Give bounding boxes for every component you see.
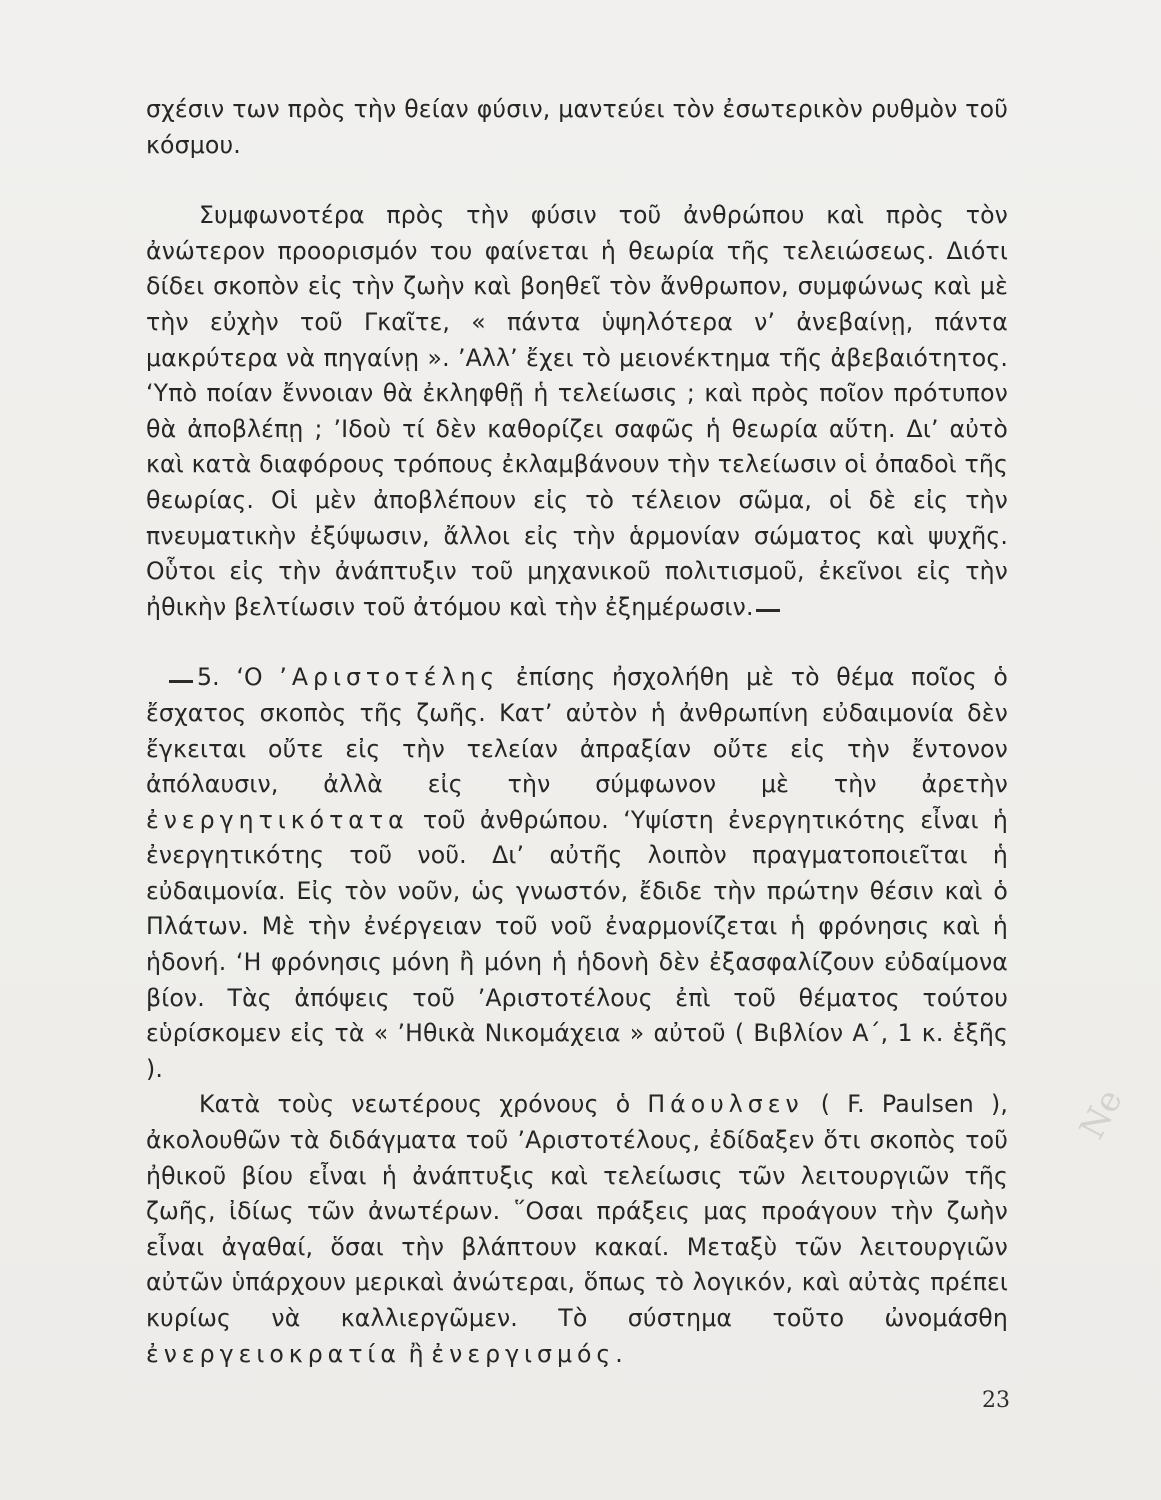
- paragraph-2: [146, 198, 1008, 625]
- dash-mark: [756, 609, 780, 612]
- section-lead: 5. ‘Ο: [197, 663, 263, 692]
- emphasized-term-energismos: ἐνεργισμός.: [431, 1339, 628, 1368]
- paragraph-4-text-a: Κατὰ τοὺς νεωτέρους χρόνους ὁ: [199, 1090, 631, 1119]
- bleed-through-mark: Ne: [1072, 1082, 1131, 1146]
- paragraph-4: [146, 1087, 1008, 1372]
- paragraph-3-text-b: τοῦ ἀνθρώπου. ‘Υψίστη ἐνεργητικότης εἶναι ἡ ἐνεργητικότης τοῦ νοῦ. Δι’ αὐτῆς λοιπὸν πραγματοποιεῖται ἡ εὐδαιμονία. Εἰς τὸν νοῦν, ὡς γνωστόν, ἔδιδε τὴν πρώτην θέσιν καὶ ὁ Πλάτων. Μὲ τὴν ἐνέργειαν τοῦ νοῦ ἐναρμονίζεται ἡ φρόνησις καὶ ἡ ἡδονή. ‘Η φρόνησις μόνη ἢ μόνη ἡ ἡδονὴ δὲν ἐξασφαλίζουν εὐδαίμονα βίον. Τὰς ἀπόψεις τοῦ ’Αριστοτέλους ἐπὶ τοῦ θέματος τούτου εὑρίσκομεν εἰς τὰ « ’Ηθικὰ Νικομάχεια » αὐτοῦ ( Βιβλίον Α΄, 1 κ. ἑξῆς ).: [146, 805, 1008, 1083]
- paragraph-4-or: ἢ: [408, 1339, 424, 1368]
- page-number: 23: [982, 1388, 1010, 1413]
- emphasized-name-aristotle: ’Αριστοτέλης: [279, 663, 500, 692]
- text-body: [146, 92, 1008, 1372]
- emphasized-name-paulsen: Πάουλσεν: [647, 1090, 804, 1119]
- emphasized-term-energeiokratia: ἐνεργειοκρατία: [146, 1339, 401, 1368]
- paragraph-2-text: Συμφωνοτέρα πρὸς τὴν φύσιν τοῦ ἀνθρώπου καὶ πρὸς τὸν ἀνώτερον προορισμόν του φαίνεται ἡ θεωρία τῆς τελειώσεως. Διότι δίδει σκοπὸν εἰς τὴν ζωὴν καὶ βοηθεῖ τὸν ἄνθρωπον, συμφώνως καὶ μὲ τὴν εὐχὴν τοῦ Γκαῖτε, « πάντα ὑψηλότερα ν’ ἀνεβαίνῃ, πάντα μακρύτερα νὰ πηγαίνῃ ». ’Αλλ’ ἔχει τὸ μειονέκτημα τῆς ἀβεβαιότητος. ‘Υπὸ ποίαν ἔννοιαν θὰ ἐκληφθῇ ἡ τελείωσις ; καὶ πρὸς ποῖον πρότυπον θὰ ἀποβλέπῃ ; ’Ιδοὺ τί δὲν καθορίζει σαφῶς ἡ θεωρία αὕτη. Δι’ αὐτὸ καὶ κατὰ διαφόρους τρόπους ἐκλαμβάνουν τὴν τελείωσιν οἱ ὀπαδοὶ τῆς θεωρίας. Οἱ μὲν ἀποβλέπουν εἰς τὸ τέλειον σῶμα, οἱ δὲ εἰς τὴν πνευματικὴν ἐξύψωσιν, ἄλλοι εἰς τὴν ἁρμονίαν σώματος καὶ ψυχῆς. Οὗτοι εἰς τὴν ἀνάπτυξιν τοῦ μηχανικοῦ πολιτισμοῦ, ἐκεῖνοι εἰς τὴν ἠθικὴν βελτίωσιν τοῦ ἀτόμου καὶ τὴν ἐξημέρωσιν.: [146, 201, 1008, 621]
- paragraph-4-text-b: ( F. Paulsen ), ἀκολουθῶν τὰ διδάγματα τοῦ ’Αριστοτέλους, ἐδίδαξεν ὅτι σκοπὸς τοῦ ἠθικοῦ βίου εἶναι ἡ ἀνάπτυξις καὶ τελείωσις τῶν λειτουργιῶν τῆς ζωῆς, ἰδίως τῶν ἀνωτέρων. ῞Οσαι πράξεις μας προάγουν τὴν ζωὴν εἶναι ἀγαθαί, ὅσαι τὴν βλάπτουν κακαί. Μεταξὺ τῶν λειτουργιῶν αὐτῶν ὑπάρχουν μερικαὶ ἀνώτεραι, ὅπως τὸ λογικόν, καὶ αὐτὰς πρέπει κυρίως νὰ καλλιεργῶμεν. Τὸ σύστημα τοῦτο ὠνομάσθη: [146, 1090, 1008, 1332]
- paragraph-3: [146, 660, 1008, 1087]
- paragraph-3-text-a: ἐπίσης ἠσχολήθη μὲ τὸ θέμα ποῖος ὁ ἔσχατος σκοπὸς τῆς ζωῆς. Κατ’ αὐτὸν ἡ ἀνθρωπίνη εὐδαιμονία δὲν ἔγκειται οὔτε εἰς τὴν τελείαν ἀπραξίαν οὔτε εἰς τὴν ἔντονον ἀπόλαυσιν, ἀλλὰ εἰς τὴν σύμφωνον μὲ τὴν ἀρετὴν: [146, 663, 1008, 799]
- dash-mark: [169, 680, 193, 683]
- paragraph-1-text: σχέσιν των πρὸς τὴν θείαν φύσιν, μαντεύει τὸν ἐσωτερικὸν ρυθμὸν τοῦ κόσμου.: [146, 95, 1008, 159]
- paragraph-1: [146, 92, 1008, 163]
- emphasized-term-energitikotata: ἐνεργητικότατα: [146, 805, 409, 834]
